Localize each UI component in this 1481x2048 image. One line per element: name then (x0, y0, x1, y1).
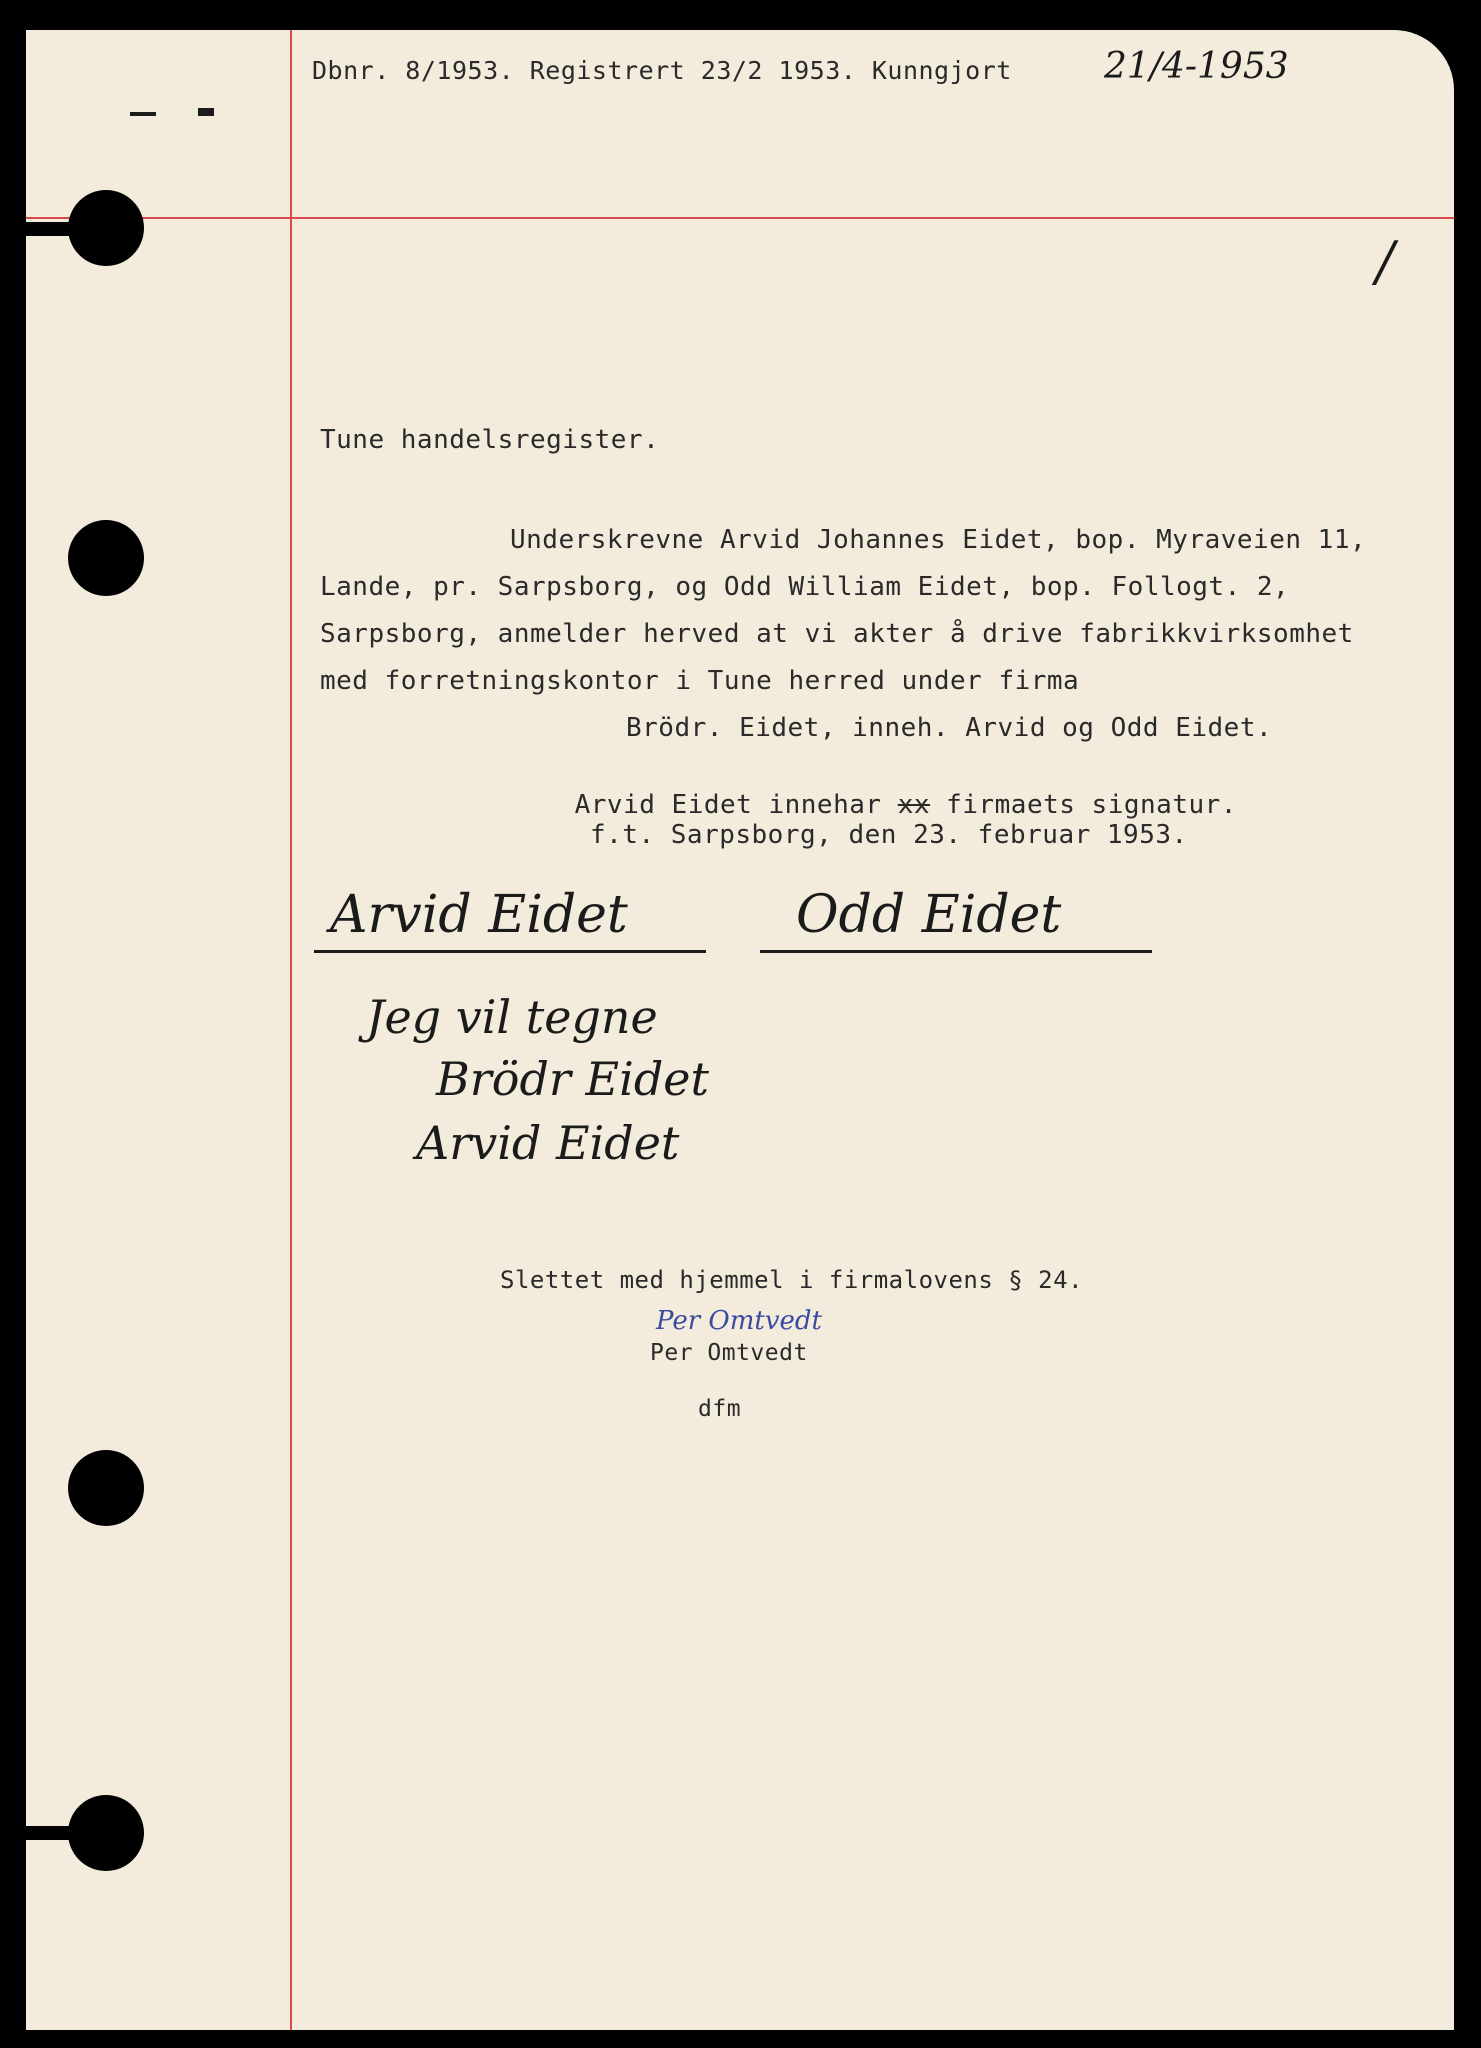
punch-hole-tab-4 (26, 1826, 86, 1840)
header-handwritten-date: 21/4-1953 (1104, 46, 1289, 87)
signature-clause-b: firmaets signatur. (946, 790, 1237, 820)
margin-rule-vertical (290, 30, 292, 2030)
register-card (26, 30, 1454, 2030)
check-mark-icon: / (1376, 230, 1395, 293)
punch-hole-2 (68, 520, 144, 596)
ink-mark (130, 112, 156, 116)
deletion-initials: dfm (698, 1396, 742, 1422)
body-line-2: Lande, pr. Sarpsborg, og Odd William Eidet, bop. Follogt. 2, (320, 572, 1290, 602)
header-typed: Dbnr. 8/1953. Registrert 23/2 1953. Kunngjort (312, 56, 1012, 85)
body-line-1: Underskrevne Arvid Johannes Eidet, bop. Myraveien 11, (510, 525, 1367, 555)
register-title: Tune handelsregister. (320, 425, 660, 455)
struck-text: xx (897, 790, 931, 820)
note-line-3: Arvid Eidet (416, 1116, 680, 1170)
deletion-text: Slettet med hjemmel i firmalovens § 24. (500, 1266, 1084, 1294)
margin-rule-horizontal (26, 217, 1454, 219)
punch-hole-3 (68, 1450, 144, 1526)
body-line-4: med forretningskontor i Tune herred under firma (320, 666, 1080, 696)
signature-clause-a: Arvid Eidet innehar (574, 790, 882, 820)
signature-line-1 (314, 950, 706, 953)
note-line-2: Brödr Eidet (436, 1052, 709, 1106)
deletion-handwritten-signature: Per Omtvedt (656, 1306, 822, 1336)
deletion-typed-name: Per Omtvedt (650, 1340, 808, 1366)
note-line-1: Jeg vil tegne (366, 990, 658, 1044)
body-line-3: Sarpsborg, anmelder herved at vi akter å drive fabrikkvirksomhet (320, 619, 1354, 649)
signature-arvid: Arvid Eidet (330, 885, 628, 945)
signature-line-2 (760, 950, 1152, 953)
ink-mark (198, 108, 214, 116)
place-date: f.t. Sarpsborg, den 23. februar 1953. (590, 820, 1188, 850)
firm-line: Brödr. Eidet, inneh. Arvid og Odd Eidet. (626, 713, 1273, 743)
punch-hole-tab-1 (26, 222, 86, 236)
signature-odd: Odd Eidet (796, 885, 1062, 945)
